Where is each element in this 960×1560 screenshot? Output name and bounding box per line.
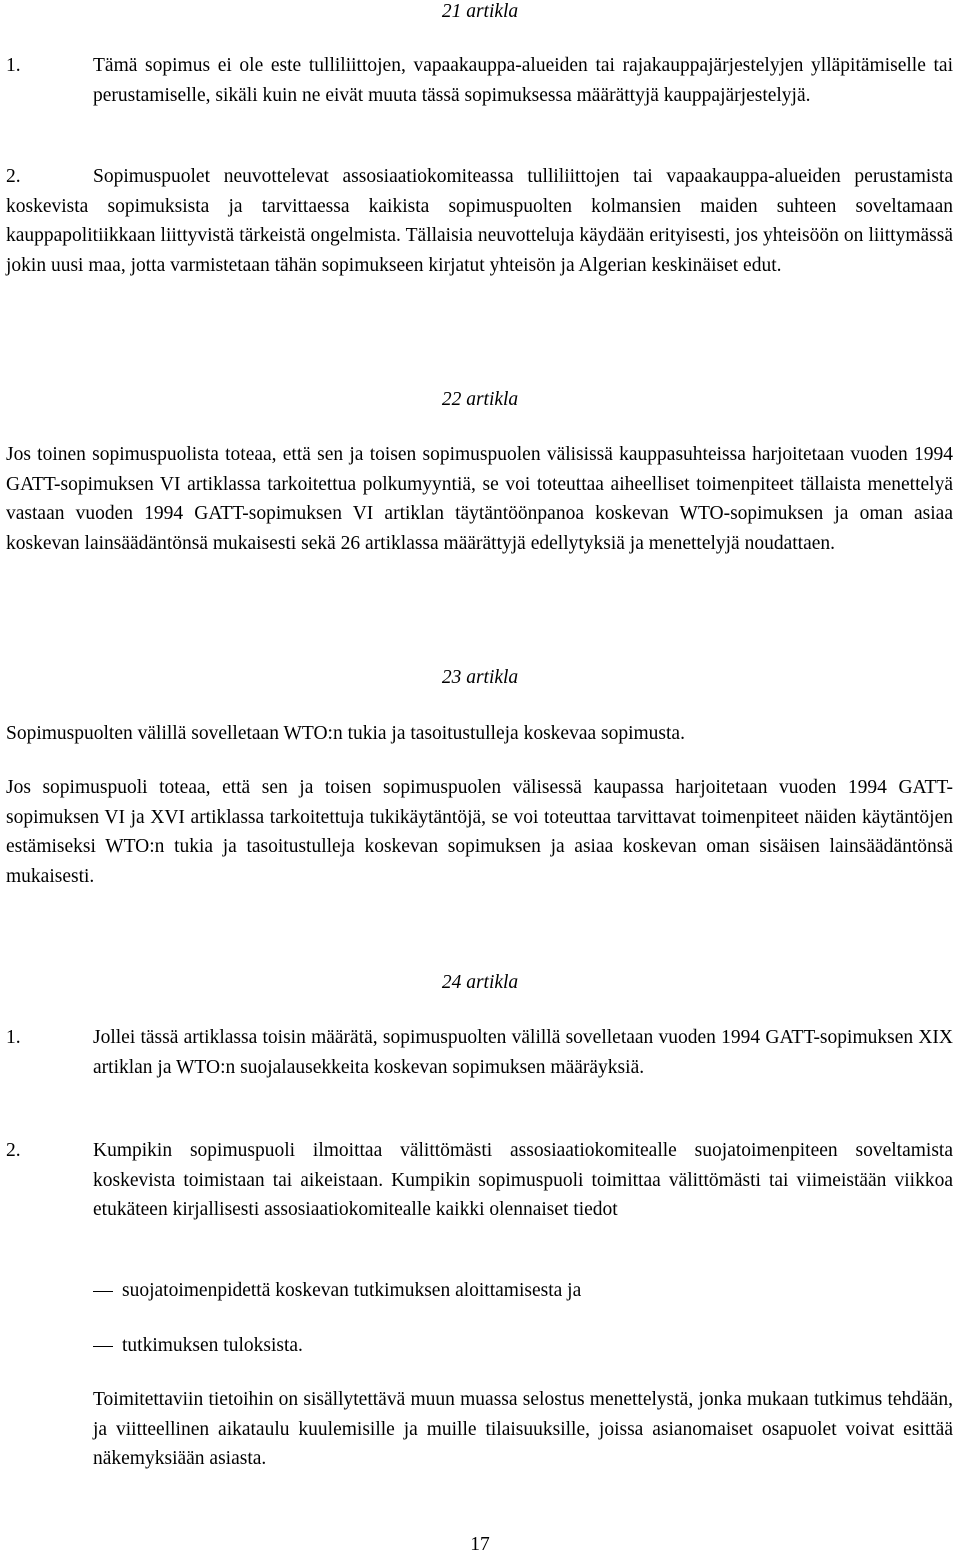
dash-bullet-icon (93, 1346, 113, 1347)
article-24-paragraph-2-number: 2. (6, 1140, 21, 1161)
article-23-heading: 23 artikla (441, 667, 519, 688)
page-number: 17 (470, 1534, 490, 1555)
list-item-text: tutkimuksen tuloksista. (122, 1335, 303, 1356)
article-22-paragraph: Jos toinen sopimuspuolista toteaa, että sen ja toisen sopimuspuolen välisissä kauppasuhteissa harjoitetaan vuoden 1994 GATT-sopimuksen VI artiklassa tarkoitettua polkumyyntiä, se voi toteuttaa aiheelliset toimenpiteet tällaista menettelyä vastaan vuoden 1994 GATT-sopimuksen VI artiklan täytäntöönpanoa koskevan WTO-sopimuksen ja oman asiaa koskevan lainsäädäntönsä mukaisesti sekä 26 artiklassa määrättyjä edellytyksiä ja menettelyjä noudattaen. (6, 444, 953, 554)
article-24-paragraph-1: Jollei tässä artiklassa toisin määrätä, sopimuspuolten välillä sovelletaan vuoden 1994 GATT-sopimuksen XIX artiklan ja WTO:n suojalausekkeita koskevan sopimuksen määräyksiä. (93, 1027, 953, 1078)
article-21-paragraph-2-number: 2. (6, 166, 21, 187)
article-24-heading: 24 artikla (441, 972, 519, 993)
article-24-paragraph-3: Toimitettaviin tietoihin on sisällytettävä muun muassa selostus menettelystä, jonka mukaan tutkimus tehdään, ja viitteellinen aikataulu kuulemisille ja muille tilaisuuksille, joissa asianomaiset osapuolet voivat esittää näkemyksiään asiasta. (93, 1389, 953, 1469)
article-21-heading: 21 artikla (441, 1, 519, 22)
article-24-paragraph-2: Kumpikin sopimuspuoli ilmoittaa välittömästi assosiaatiokomitealle suojatoimenpiteen soveltamista koskevista toimistaan tai aikeistaan. Kumpikin sopimuspuoli toimittaa välittömästi tai viimeistään viikkoa etukäteen kirjallisesti assosiaatiokomitealle kaikki olennaiset tiedot (93, 1140, 953, 1220)
article-23-paragraph-1: Sopimuspuolten välillä sovelletaan WTO:n tukia ja tasoitustulleja koskevaa sopimusta. (6, 723, 685, 744)
dash-bullet-icon (93, 1291, 113, 1292)
list-item-text: suojatoimenpidettä koskevan tutkimuksen aloittamisesta ja (122, 1280, 582, 1301)
article-24-paragraph-1-number: 1. (6, 1027, 21, 1048)
article-21-paragraph-2: Sopimuspuolet neuvottelevat assosiaatiokomiteassa tulliliittojen tai vapaakauppa-alueiden perustamista koskevista sopimuksista ja tarvittaessa kaikista sopimuspuolten kolmansien maiden suhteen soveltamaan kauppapolitiikkaan liittyvistä tärkeistä ongelmista. Tällaisia neuvotteluja käydään erityisesti, jos yhteisöön on liittymässä jokin uusi maa, jotta varmistetaan tähän sopimukseen kirjatut yhteisön ja Algerian keskinäiset edut. (6, 166, 953, 276)
article-22-heading: 22 artikla (441, 389, 519, 410)
article-21-paragraph-1: Tämä sopimus ei ole este tulliliittojen, vapaakauppa-alueiden tai rajakauppajärjestelyjen ylläpitämiselle tai perustamiselle, sikäli kuin ne eivät muuta tässä sopimuksessa määrättyjä kauppajärjestelyjä. (93, 55, 953, 106)
article-23-paragraph-2: Jos sopimuspuoli toteaa, että sen ja toisen sopimuspuolen välisessä kaupassa harjoitetaan vuoden 1994 GATT-sopimuksen VI ja XVI artiklassa tarkoitettuja tukikäytäntöjä, se voi toteuttaa tarvittavat toimenpiteet näiden käytäntöjen estämiseksi WTO:n tukia ja tasoitustulleja koskevan sopimuksen ja asiaa koskevan oman sisäisen lainsäädäntönsä mukaisesti. (6, 777, 953, 887)
article-21-paragraph-1-number: 1. (6, 55, 21, 76)
